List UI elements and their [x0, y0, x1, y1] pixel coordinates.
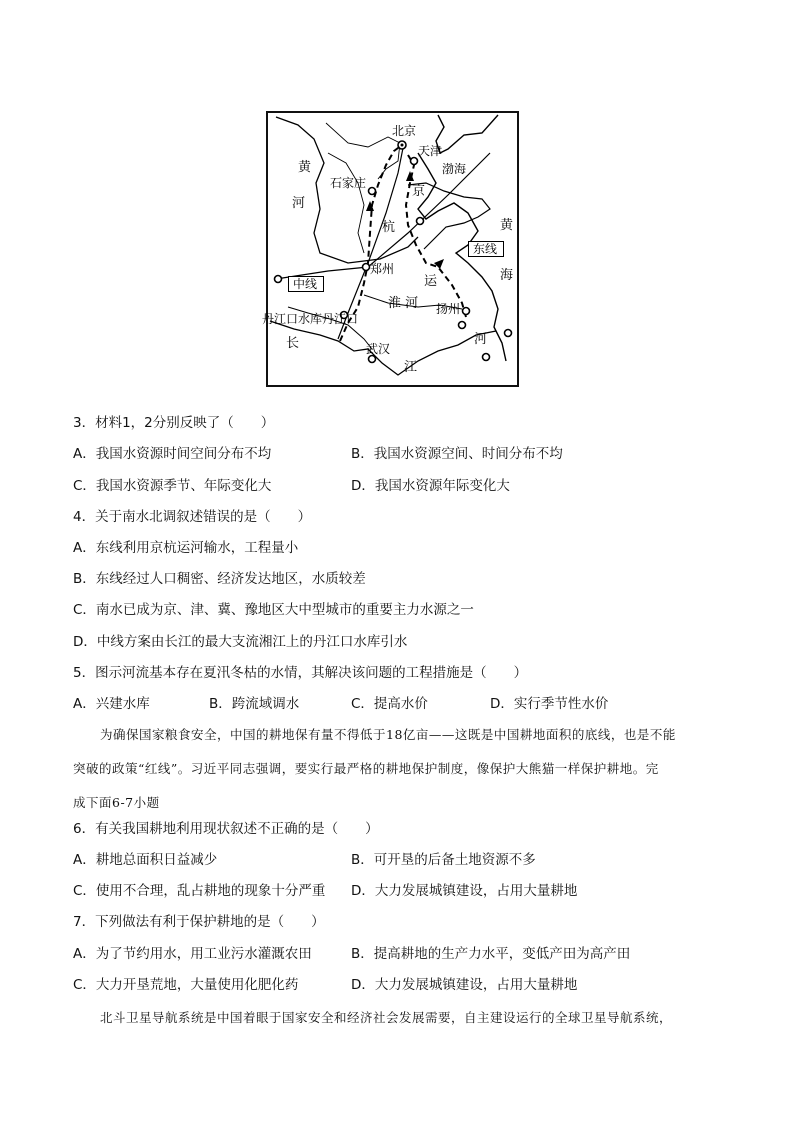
question-6-option-a: A．耕地总面积日益减少 [73, 852, 218, 868]
question-3-option-d: D．我国水资源年际变化大 [351, 478, 510, 494]
question-5-stem: 5．图示河流基本存在夏汛冬枯的水情，其解决该问题的工程措施是（ ） [73, 665, 528, 681]
question-3-stem: 3．材料1，2分别反映了（ ） [73, 415, 275, 431]
jinan-dot [417, 218, 424, 225]
question-4-option-d: D．中线方案由长江的最大支流湘江上的丹江口水库引水 [73, 634, 408, 650]
label-tianjin: 天津 [418, 144, 443, 158]
label-middle-route: 中线 [288, 276, 324, 292]
question-6-option-b: B．可开垦的后备土地资源不多 [351, 852, 536, 868]
label-yellow-sea-2: 海 [500, 268, 514, 283]
wuhan-dot [369, 356, 376, 363]
west-dot [275, 276, 282, 283]
question-3-option-b: B．我国水资源空间、时间分布不均 [351, 446, 563, 462]
label-yellow-river-1: 黄 [298, 160, 312, 175]
question-3-option-a: A．我国水资源时间空间分布不均 [73, 446, 272, 462]
question-7-option-d: D．大力发展城镇建设，占用大量耕地 [351, 977, 578, 993]
question-3-option-c: C．我国水资源季节、年际变化大 [73, 478, 272, 494]
label-huai-river: 淮 河 [388, 296, 419, 311]
question-5-option-b: B．跨流域调水 [209, 696, 300, 712]
label-wuhan: 武汉 [366, 342, 391, 356]
yangzhou-dot [463, 308, 470, 315]
question-7-option-b: B．提高耕地的生产力水平，变低产田为高产田 [351, 946, 631, 962]
shijiazhuang-dot [369, 188, 376, 195]
label-yangzhou: 扬州 [436, 302, 461, 316]
passage-2-line-1: 北斗卫星导航系统是中国着眼于国家安全和经济社会发展需要，自主建设运行的全球卫星导航系统， [100, 1010, 673, 1025]
label-yangtze-2: 江 [404, 360, 418, 375]
question-4-option-a: A．东线利用京杭运河输水，工程量小 [73, 540, 299, 556]
label-jing: 京 [412, 184, 426, 199]
question-4-stem: 4．关于南水北调叙述错误的是（ ） [73, 509, 312, 525]
tianjin-dot [411, 158, 418, 165]
passage-1-line-3: 成下面6-7小题 [73, 795, 160, 810]
label-yun: 运 [424, 274, 438, 289]
hangzhou-dot [483, 354, 490, 361]
question-6-option-c: C．使用不合理，乱占耕地的现象十分严重 [73, 883, 326, 899]
question-5-option-c: C．提高水价 [351, 696, 428, 712]
label-yangtze-1: 长 [286, 336, 300, 351]
question-5-option-a: A．兴建水库 [73, 696, 150, 712]
south-north-water-diversion-map [262, 111, 519, 387]
east-route-arrow [406, 171, 414, 181]
east-route-arrow-2 [434, 259, 444, 269]
question-4-option-c: C．南水已成为京、津、冀、豫地区大中型城市的重要主力水源之一 [73, 602, 474, 618]
passage-1-line-2: 突破的政策“红线”。习近平同志强调，要实行最严格的耕地保护制度，像保护大熊猫一样保护耕地。完 [73, 761, 659, 776]
shanghai-dot [505, 330, 512, 337]
label-bohai: 渤海 [442, 162, 467, 176]
question-5-option-d: D．实行季节性水价 [490, 696, 609, 712]
label-danjiangkou: 丹江口水库丹江口 [262, 312, 359, 326]
nanjing-dot [459, 322, 466, 329]
label-yellow-sea-1: 黄 [500, 218, 514, 233]
label-zhengzhou: 郑州 [370, 262, 395, 276]
zhengzhou-dot [363, 264, 370, 271]
question-7-option-a: A．为了节约用水，用工业污水灌溉农田 [73, 946, 312, 962]
passage-1-line-1: 为确保国家粮食安全，中国的耕地保有量不得低于18亿亩——这既是中国耕地面积的底线，也是不能 [100, 727, 676, 742]
label-beijing: 北京 [392, 124, 417, 138]
yellow-river [276, 117, 418, 263]
question-6-stem: 6．有关我国耕地利用现状叙述不正确的是（ ） [73, 821, 379, 837]
label-shijiazhuang: 石家庄 [330, 176, 367, 190]
question-7-stem: 7．下列做法有利于保护耕地的是（ ） [73, 914, 325, 930]
label-he: 河 [474, 332, 488, 347]
label-hang: 杭 [382, 220, 396, 235]
label-east-route: 东线 [468, 241, 504, 257]
east-route-line [406, 155, 466, 317]
question-7-option-c: C．大力开垦荒地，大量使用化肥化药 [73, 977, 299, 993]
question-4-option-b: B．东线经过人口稠密、经济发达地区，水质较差 [73, 571, 366, 587]
question-6-option-d: D．大力发展城镇建设，占用大量耕地 [351, 883, 578, 899]
label-yellow-river-2: 河 [292, 196, 306, 211]
